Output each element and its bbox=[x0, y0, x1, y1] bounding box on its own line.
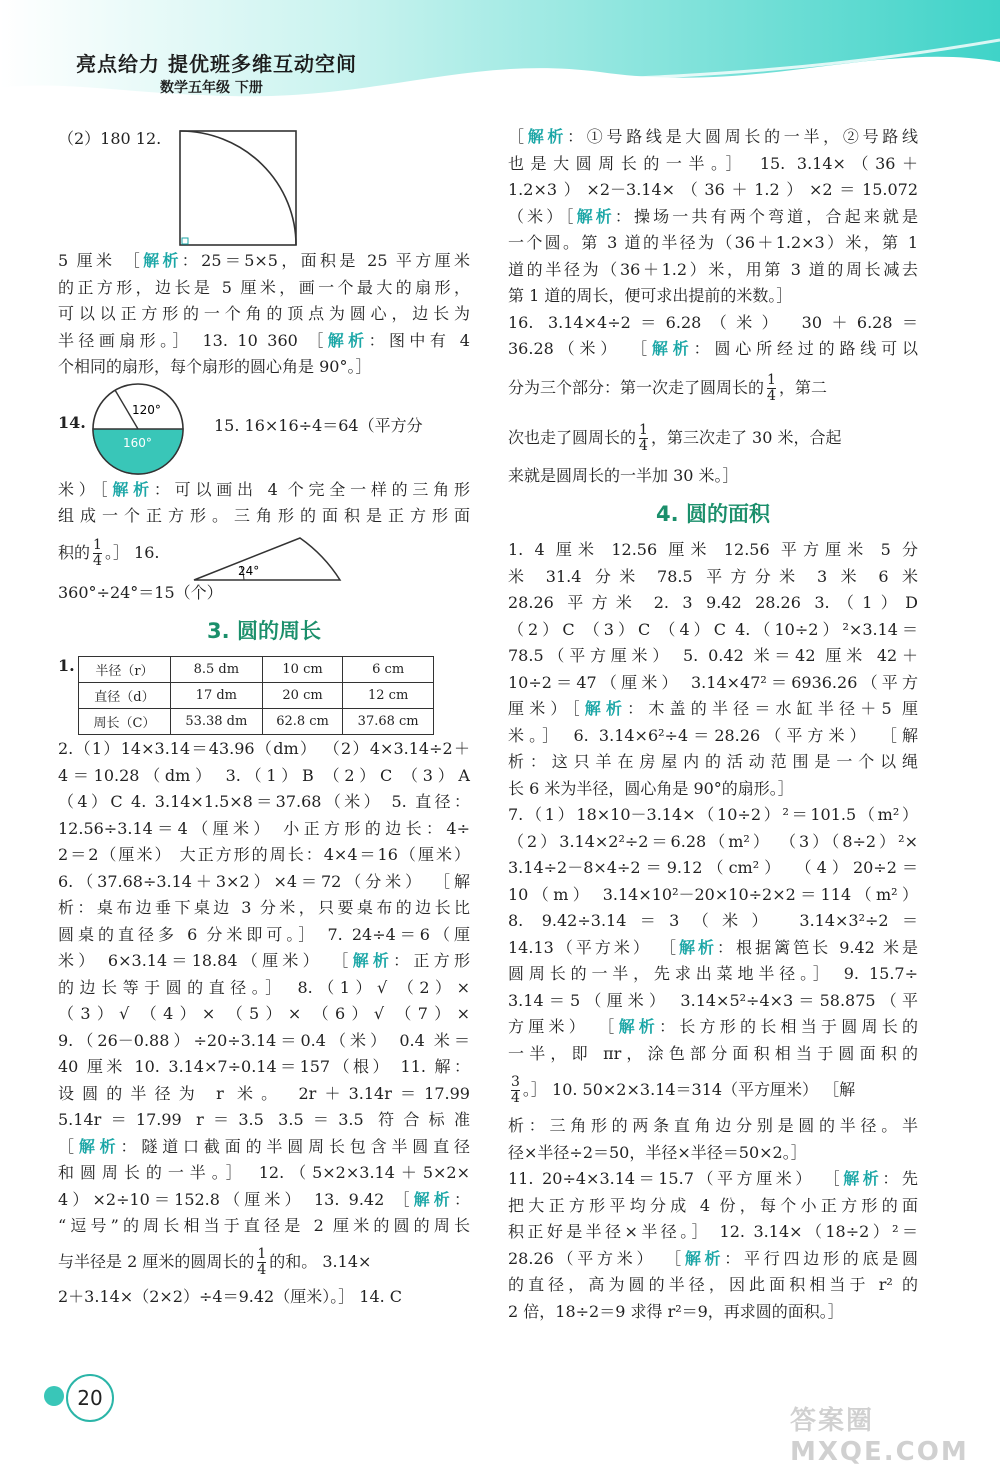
pie-circle-figure bbox=[88, 381, 188, 477]
analysis-tag: 解析 bbox=[78, 1136, 121, 1156]
answer-text: 的和。 3.14× bbox=[269, 1251, 372, 1271]
table-row bbox=[79, 657, 434, 683]
answer-line: 把大正方形平均分成 4 份，每个小正方形的面 bbox=[508, 1195, 918, 1215]
fraction-three-quarters bbox=[511, 1075, 520, 1106]
answer-line: 2＝2（厘米） 大正方形的周长：4×4＝16（厘米） bbox=[58, 845, 470, 864]
answer-line: 长 6 米为半径，圆心角是 90°的扇形。］ bbox=[508, 778, 794, 798]
analysis-tag: 解析 bbox=[413, 1189, 454, 1209]
analysis-tag: 解析 bbox=[352, 951, 394, 970]
answer-line: 78.5（平方厘米） 5. 0.42 米＝42 厘米 42＋ bbox=[508, 646, 918, 665]
answer-line: 的边长等于圆的直径。］ 8.（1）√ （2）× bbox=[58, 977, 470, 997]
answer-line: 道的半径为（36＋1.2）米，用第 3 道的周长减去 bbox=[508, 259, 918, 279]
pie-120-label: 120° bbox=[132, 402, 161, 417]
answer-line: 组成一个正方形。三角形的面积是正方形面 bbox=[58, 506, 470, 525]
answer-line: 5 厘米 ［解析：25＝5×5，面积是 25 平方厘米 bbox=[58, 251, 470, 270]
answer-line: 积正好是半径×半径。］ 12. 3.14×（18÷2）²＝ bbox=[508, 1222, 918, 1241]
answer-line: 1.2×3）×2－3.14×（36＋1.2）×2＝15.072 bbox=[508, 180, 918, 199]
fraction-numerator: 1 bbox=[767, 371, 776, 388]
left-column bbox=[58, 124, 470, 1310]
answer-text: 。］ 16. bbox=[104, 542, 160, 562]
answer-line: 也是大圆周长的一半。］ 15. 3.14×（36＋ bbox=[508, 153, 918, 173]
answer-line: 的直径，高为圆的半径，因此面积相当于 r² 的 bbox=[508, 1275, 918, 1294]
analysis-tag: 解析 bbox=[618, 1017, 660, 1036]
answer-line: 4）×2÷10＝152.8（厘米） 13. 9.42 ［解析： bbox=[58, 1189, 470, 1209]
answer-line: 2＋3.14×（2×2）÷4＝9.42（厘米）。］ 14. C bbox=[58, 1286, 403, 1306]
answer-line: 12.56÷3.14＝4（厘米） 小正方形的边长：4÷ bbox=[58, 818, 470, 838]
section-heading-4: 4. 圆的面积 bbox=[656, 502, 770, 526]
answer-line: 11. 20÷4×3.14＝15.7（平方厘米） ［解析：先 bbox=[508, 1169, 918, 1188]
answer-text: ，第二 bbox=[778, 377, 827, 397]
watermark bbox=[790, 1360, 1000, 1467]
fraction-denominator: 4 bbox=[93, 552, 102, 569]
answer-line: 3.14＝5（厘米） 3.14×5²÷4×3＝58.875（平 bbox=[508, 990, 918, 1010]
answer-line: 米。］ 6. 3.14×6²÷4＝28.26（平方米） ［解 bbox=[508, 725, 918, 745]
answer-line: 径×半径÷2＝50，半径×半径＝50×2。］ bbox=[508, 1142, 807, 1162]
answer-line: 2.（1）14×3.14＝43.96（dm） （2）4×3.14÷2＋ bbox=[58, 739, 470, 758]
table-cell: 6 cm bbox=[343, 657, 434, 683]
answer-line: 40 厘米 10. 3.14×7÷0.14＝157（根） 11. 解： bbox=[58, 1057, 470, 1076]
answer-line: 方厘米） ［解析：长方形的长相当于圆周长的 bbox=[508, 1017, 918, 1036]
right-column bbox=[508, 124, 918, 1325]
answer-line: 16. 3.14×4÷2＝6.28（米） 30＋6.28＝ bbox=[508, 312, 918, 332]
answer-line: 9.（26－0.88）÷20÷3.14＝0.4（米） 0.4 米＝ bbox=[58, 1030, 470, 1050]
fraction-numerator: 1 bbox=[93, 536, 102, 553]
answer-line: 圆周长的一半，先求出菜地半径。］ 9. 15.7÷ bbox=[508, 964, 918, 983]
answer-line: 析：三角形的两条直角边分别是圆的半径。半 bbox=[508, 1116, 918, 1135]
analysis-tag: 解析 bbox=[576, 206, 615, 226]
analysis-tag: 解析 bbox=[327, 330, 369, 350]
answer-line: 3.14÷2－8×4÷2＝9.12（cm²） （4）20÷2＝ bbox=[508, 858, 918, 877]
answer-line: 厘米）［解析：木盖的半径＝水缸半径＋5 厘 bbox=[508, 699, 918, 718]
fraction-one-quarter bbox=[639, 423, 648, 454]
answer-line: 7.（1）18×10－3.14×（10÷2）²＝101.5（m²） bbox=[508, 805, 918, 824]
page-number: 20 bbox=[66, 1374, 114, 1422]
fraction-denominator: 4 bbox=[639, 437, 648, 454]
circle-values-table bbox=[78, 656, 434, 735]
table-cell: 12 cm bbox=[343, 683, 434, 709]
answer-line: 一半，即 πr，涂色部分面积相当于圆面积的 bbox=[508, 1043, 918, 1063]
analysis-tag: 解析 bbox=[843, 1169, 883, 1188]
fraction-numerator: 1 bbox=[257, 1245, 267, 1262]
fraction-one-quarter bbox=[93, 538, 102, 569]
watermark-text: 答案圈 MXQE.COM bbox=[790, 1406, 969, 1467]
answer-line: （2）C （3）C （4）C 4.（10÷2）²×3.14＝ bbox=[508, 619, 918, 639]
quarter-circle-figure bbox=[174, 128, 304, 252]
table-row bbox=[79, 683, 434, 709]
answer-line: 米 31.4 分米 78.5 平方分米 3 米 6 米 bbox=[508, 566, 918, 586]
answer-line: 个相同的扇形，每个扇形的圆心角是 90°。］ bbox=[58, 357, 372, 376]
answer-line: 2 倍，18÷2＝9 求得 r²＝9，再求圆的面积。］ bbox=[508, 1301, 844, 1321]
answer-line: （2）3.14×2²÷2＝6.28（m²） （3）（8÷2）²× bbox=[508, 831, 918, 851]
answer-line: 14.13（平方米） ［解析：根据篱笆长 9.42 米是 bbox=[508, 937, 918, 957]
table-cell: 半径（r） bbox=[79, 657, 171, 683]
analysis-tag: 解析 bbox=[112, 479, 154, 499]
answer-line: 和圆周长的一半。］ 12.（5×2×3.14＋5×2× bbox=[58, 1163, 470, 1182]
answer-line: 米）［解析：可以画出 4 个完全一样的三角形 bbox=[58, 479, 470, 499]
answer-line: 一个圆。第 3 道的半径为（36＋1.2×3）米，第 1 bbox=[508, 233, 918, 252]
answer-line: 8. 9.42÷3.14＝3（米） 3.14×3²÷2＝ bbox=[508, 911, 918, 930]
analysis-tag: 解析 bbox=[143, 251, 182, 270]
answer-line: 10÷2＝47（厘米） 3.14×47²＝6936.26（平方 bbox=[508, 672, 918, 692]
table-cell: 20 cm bbox=[262, 683, 343, 709]
answer-line: （米）［解析：操场一共有两个弯道，合起来就是 bbox=[508, 206, 918, 226]
table-cell: 直径（d） bbox=[79, 683, 171, 709]
answer-line: 圆桌的直径多 6 分米即可。］ 7. 24÷4＝6（厘 bbox=[58, 924, 470, 944]
table-cell: 10 cm bbox=[262, 657, 343, 683]
fraction-denominator: 4 bbox=[257, 1261, 267, 1278]
answer-line: ［解析：①号路线是大圆周长的一半，②号路线 bbox=[508, 127, 918, 146]
answer-line: 1. 4 厘米 12.56 厘米 12.56 平方厘米 5 分 bbox=[508, 540, 918, 559]
answer-line: 的正方形，边长是 5 厘米，画一个最大的扇形， bbox=[58, 277, 470, 297]
q14-label: 14. bbox=[58, 412, 86, 432]
angle-24-label: 24° bbox=[238, 563, 260, 578]
answer-line: “逗号”的周长相当于直径是 2 厘米的圆的周长 bbox=[58, 1216, 470, 1235]
fraction-numerator: 3 bbox=[511, 1074, 520, 1090]
analysis-tag: 解析 bbox=[684, 1248, 725, 1268]
answer-text: 。］ 10. 50×2×3.14＝314（平方厘米） ［解 bbox=[522, 1080, 856, 1099]
answer-line: 28.26 平方米 2. 3 9.42 28.26 3.（1）D bbox=[508, 593, 918, 612]
fraction-numerator: 1 bbox=[639, 421, 648, 438]
fraction-denominator: 4 bbox=[767, 387, 776, 404]
answer-line: 360°÷24°＝15（个） bbox=[58, 582, 223, 602]
book-subtitle: 数学五年级 下册 bbox=[160, 80, 263, 96]
table-cell: 8.5 dm bbox=[170, 657, 262, 683]
answer-line: 4＝10.28（dm） 3.（1）B （2）C （3）A bbox=[58, 765, 470, 785]
answer-line: 15. 16×16÷4＝64（平方分 bbox=[214, 415, 423, 435]
table-cell: 53.38 dm bbox=[170, 709, 262, 735]
answer-line: 36.28（米） ［解析：圆心所经过的路线可以 bbox=[508, 339, 918, 358]
analysis-tag: 解析 bbox=[679, 937, 718, 957]
answer-text: 积的 bbox=[58, 542, 91, 562]
answer-line: 设圆的半径为 r 米。 2r＋3.14r＝17.99 bbox=[58, 1083, 470, 1103]
q1-label: 1. bbox=[58, 656, 75, 675]
answer-line: 可以以正方形的一个角的顶点为圆心，边长为 bbox=[58, 304, 470, 323]
answer-line: 6.（37.68÷3.14＋3×2）×4＝72（分米） ［解 bbox=[58, 871, 470, 891]
brand-title: 亮点给力 提优班多维互动空间 bbox=[76, 52, 357, 76]
answer-line: 28.26（平方米） ［解析：平行四边形的底是圆 bbox=[508, 1248, 918, 1268]
page-dot-decoration bbox=[44, 1386, 64, 1406]
table-cell: 17 dm bbox=[170, 683, 262, 709]
answer-line: 析：桌布边垂下桌边 3 分米，只要桌布的边长比 bbox=[58, 898, 470, 917]
analysis-tag: 解析 bbox=[527, 127, 568, 146]
page-header bbox=[0, 0, 1000, 110]
answer-text: ，第三次走了 30 米，合起 bbox=[650, 427, 842, 447]
answer-text: 次也走了圆周长的 bbox=[508, 427, 637, 447]
table-cell: 62.8 cm bbox=[262, 709, 343, 735]
answer-line: ［解析：隧道口截面的半圆周长包含半圆直径 bbox=[58, 1136, 470, 1156]
table-cell: 周长（C） bbox=[79, 709, 171, 735]
pie-160-label: 160° bbox=[123, 435, 152, 450]
table-cell: 37.68 cm bbox=[343, 709, 434, 735]
table-row bbox=[79, 709, 434, 735]
sector-angle-figure bbox=[192, 530, 362, 582]
section-heading-3: 3. 圆的周长 bbox=[207, 619, 321, 643]
answer-line: 米） 6×3.14＝18.84（厘米） ［解析：正方形 bbox=[58, 951, 470, 970]
answer-line: （3）√ （4）× （5）× （6）√ （7）× bbox=[58, 1004, 470, 1023]
answer-line: 半径画扇形。］ 13. 10 360 ［解析：图中有 4 bbox=[58, 330, 470, 350]
answer-line: 析：这只羊在房屋内的活动范围是一个以绳 bbox=[508, 752, 918, 771]
answer-text: 分为三个部分：第一次走了圆周长的 bbox=[508, 377, 765, 397]
analysis-tag: 解析 bbox=[651, 339, 694, 358]
answer-line: 10（m） 3.14×10²－20×10÷2×2＝114（m²） bbox=[508, 884, 918, 904]
answer-line: 5.14r＝17.99 r＝3.5 3.5＝3.5 符合标准 bbox=[58, 1110, 470, 1129]
answer-line: （4）C 4. 3.14×1.5×8＝37.68（米） 5. 直径： bbox=[58, 792, 470, 811]
answer-line: 来就是圆周长的一半加 30 米。］ bbox=[508, 465, 739, 485]
analysis-tag: 解析 bbox=[584, 699, 628, 718]
answer-line: （2）180 12. bbox=[58, 129, 162, 148]
answer-line: 第 1 道的周长，便可求出提前的米数。］ bbox=[508, 286, 793, 305]
fraction-denominator: 4 bbox=[511, 1090, 520, 1106]
fraction-one-quarter bbox=[767, 373, 776, 404]
fraction-one-quarter bbox=[257, 1247, 266, 1278]
answer-text: 与半径是 2 厘米的圆周长的 bbox=[58, 1251, 255, 1271]
